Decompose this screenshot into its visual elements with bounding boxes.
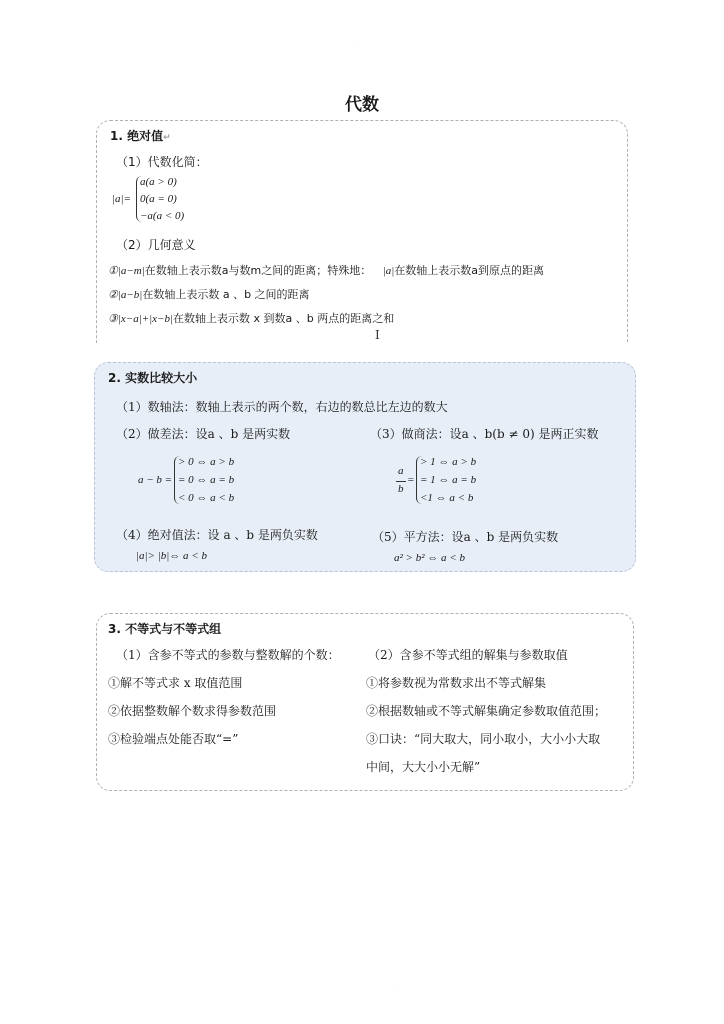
diff-lhs: a − b =	[138, 474, 173, 486]
diff-case-3: < 0 ⇔ a < b	[178, 492, 235, 504]
ineq-left-item-3: ③检验端点处能否取“=”	[108, 732, 239, 746]
diff-case-1: > 0 ⇔ a > b	[178, 456, 235, 468]
ineq-right-item-4: 中间，大大小小无解”	[366, 760, 481, 774]
abs-lhs: |a|=	[112, 193, 131, 205]
method-2: （2）做差法：设a 、b 是两实数	[116, 427, 291, 441]
abs-case-3: −a(a < 0)	[140, 210, 185, 222]
geo-item-1: ①|a−m|在数轴上表示数a与数m之间的距离；特殊地： |a|在数轴上表示数a到原点的距离	[108, 264, 545, 277]
section2-heading: 2. 实数比较大小	[108, 371, 198, 385]
method-3: （3）做商法：设a 、b(b ≠ 0) 是两正实数	[370, 427, 599, 441]
faint-mark-bottom: ·	[396, 986, 398, 993]
quot-case-3: <1 ⇔ a < b	[420, 492, 474, 504]
quot-fraction-bar	[396, 481, 406, 482]
text-cursor-icon: I	[375, 328, 380, 342]
method-5-expr: a² > b² ⇔ a < b	[394, 552, 465, 564]
section1-sub1: （1）代数化简：	[116, 155, 208, 169]
ineq-left-title: （1）含参不等式的参数与整数解的个数：	[116, 648, 340, 662]
quot-eq: =	[407, 474, 415, 486]
quot-den: b	[398, 483, 404, 495]
page-title: 代数	[345, 95, 379, 115]
faint-mark-top: ·	[358, 40, 360, 47]
method-1: （1）数轴法：数轴上表示的两个数，右边的数总比左边的数大	[116, 400, 448, 414]
ineq-right-title: （2）含参不等式组的解集与参数取值	[368, 648, 568, 662]
ineq-left-item-1: ①解不等式求 x 取值范围	[108, 676, 243, 690]
section1-heading: 1. 绝对值↵	[110, 129, 171, 143]
ineq-right-item-3: ③口诀：“同大取大，同小取小，大小小大取	[366, 732, 601, 746]
geo-item-3: ③|x−a|+|x−b|在数轴上表示数 x 到数a 、b 两点的距离之和	[108, 312, 395, 325]
method-4-expr: |a|> |b|⇔ a < b	[136, 550, 207, 562]
abs-case-2: 0(a = 0)	[140, 193, 177, 205]
ineq-right-item-2: ②根据数轴或不等式解集确定参数取值范围；	[366, 704, 607, 718]
quot-num: a	[398, 465, 404, 477]
quot-case-2: = 1 ⇔ a = b	[420, 474, 477, 486]
quot-case-1: > 1 ⇔ a > b	[420, 456, 477, 468]
geo-item-2: ②|a−b|在数轴上表示数 a 、b 之间的距离	[108, 288, 310, 301]
section1-sub2: （2）几何意义	[116, 238, 196, 252]
method-4: （4）绝对值法：设 a 、b 是两负实数	[116, 528, 318, 542]
method-5: （5）平方法：设a 、b 是两负实数	[372, 530, 559, 544]
section3-heading: 3. 不等式与不等式组	[108, 622, 222, 636]
diff-case-2: = 0 ⇔ a = b	[178, 474, 235, 486]
abs-case-1: a(a > 0)	[140, 176, 177, 188]
ineq-left-item-2: ②依据整数解个数求得参数范围	[108, 704, 277, 718]
ineq-right-item-1: ①将参数视为常数求出不等式解集	[366, 676, 547, 690]
